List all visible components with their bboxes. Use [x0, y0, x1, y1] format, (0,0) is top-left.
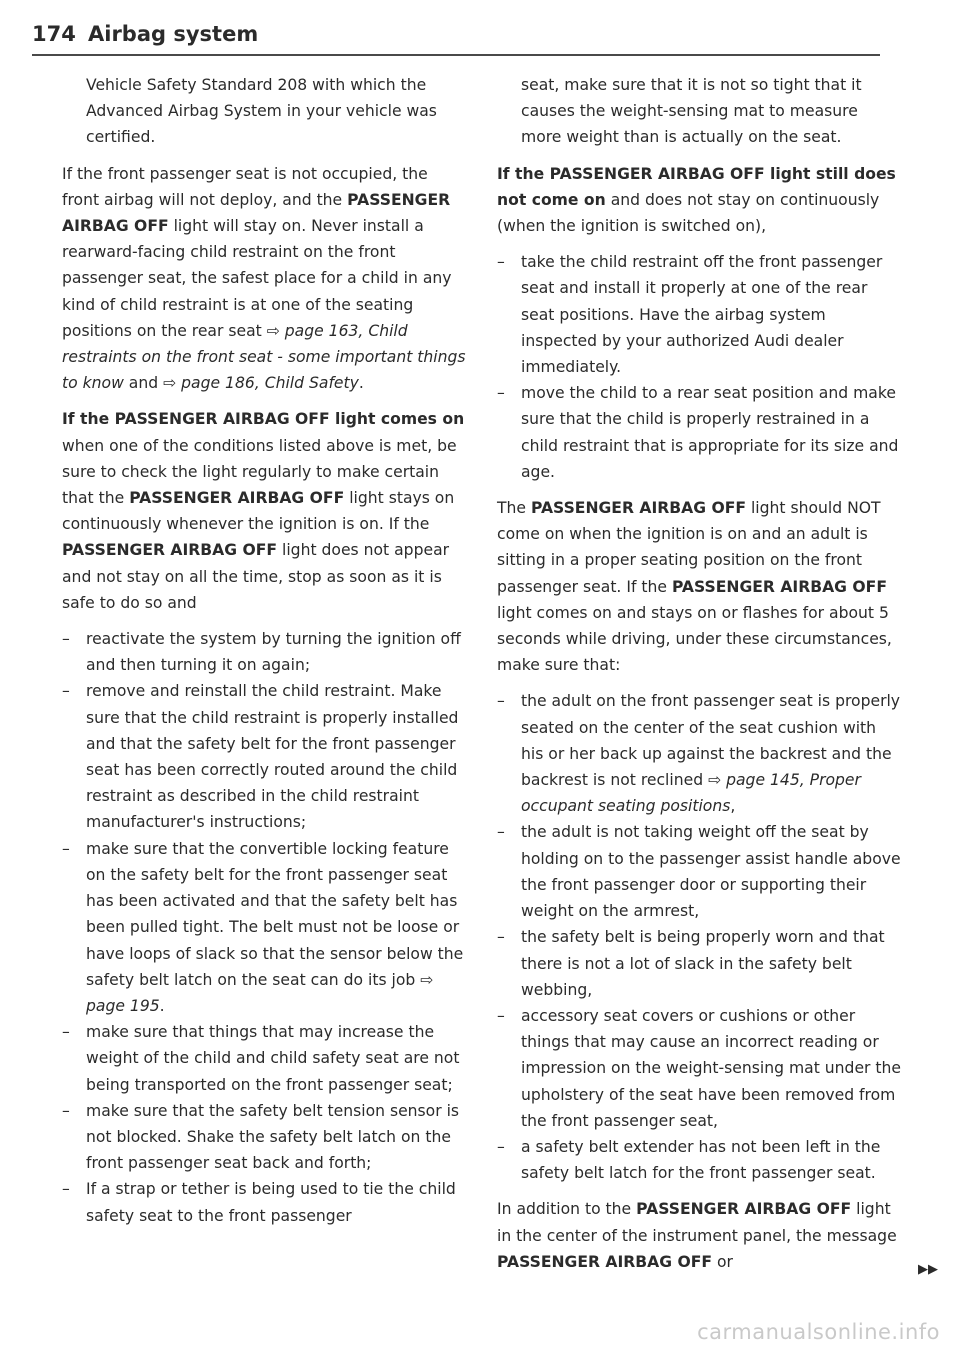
checklist: [497, 688, 902, 1186]
list-item: [62, 678, 467, 835]
list-item: [497, 1003, 902, 1134]
text: .: [159, 996, 165, 1015]
right-column: [497, 72, 902, 1285]
text: light should NOT come on when the ignition is on and an adult is sitting in a proper seating position on the front passenger seat. If the: [497, 499, 881, 596]
paragraph-instrument-panel: [497, 1196, 902, 1275]
paragraph-continuation: seat, make sure that it is not so tight that it causes the weight-sensing mat to measure more weight than is actually on the seat.: [521, 76, 862, 147]
text: If the front passenger seat is not occupied, the front airbag will not deploy, and the: [62, 164, 428, 209]
text: and does not stay on continuously (when the ignition is switched on),: [497, 190, 880, 236]
text: ,: [730, 797, 736, 816]
warning-light-name: PASSENGER AIRBAG OFF: [62, 541, 278, 560]
continue-arrow-icon: ▶▶: [918, 1262, 938, 1277]
paragraph-light-comes-on: [62, 406, 467, 616]
list-item-text: the safety belt is being properly worn and that there is not a lot of slack in the safety belt webbing,: [521, 928, 885, 999]
page-header: [32, 22, 880, 56]
text: The: [497, 499, 531, 518]
text: light comes on and stays on or flashes for about 5 seconds while driving, under these circumstances, make sure that:: [497, 603, 892, 675]
text: when one of the conditions listed above is met, be sure to check the light regularly to make certain that the: [62, 436, 457, 508]
text: or: [712, 1252, 733, 1271]
list-item: [497, 249, 902, 380]
dash-bullet: –: [497, 1006, 505, 1025]
left-column: [62, 72, 467, 1239]
dash-bullet: –: [497, 1137, 505, 1156]
text: .: [358, 374, 364, 393]
bold-heading: If the PASSENGER AIRBAG OFF light comes on: [62, 410, 465, 429]
list-item: [497, 1134, 902, 1186]
page-reference-link[interactable]: ⇨ page 195: [86, 970, 434, 1015]
list-item-text: make sure that the safety belt tension sensor is not blocked. Shake the safety belt latch on the front passenger seat back and forth;: [86, 1101, 460, 1173]
header-rule: [32, 54, 880, 56]
paragraph-front-seat-unoccupied: [62, 161, 467, 397]
warning-light-name: PASSENGER AIRBAG OFF: [671, 577, 887, 596]
list-item-text: accessory seat covers or cushions or other things that may cause an incorrect reading or impression on the weight-sensing mat under the upholstery of the seat have been removed from the front passenger seat,: [521, 1006, 902, 1130]
list-item: [497, 819, 902, 924]
text: light does not appear and not stay on all the time, stop as soon as it is safe to do so and: [62, 541, 450, 612]
dash-bullet: –: [497, 928, 505, 947]
warning-light-name: PASSENGER AIRBAG OFF: [62, 190, 451, 236]
bold-heading: If the PASSENGER AIRBAG OFF light still does not come on: [497, 164, 896, 209]
list-item: [62, 626, 467, 678]
warning-light-name: PASSENGER AIRBAG OFF: [636, 1200, 852, 1219]
page-number: 174: [32, 22, 76, 46]
dash-bullet: –: [62, 1023, 70, 1042]
instruction-list: [497, 249, 902, 485]
list-item-text: move the child to a rear seat position and make sure that the child is properly restrained in a child restraint that is appropriate for its size and age.: [521, 384, 899, 481]
list-item-text: the adult is not taking weight off the seat by holding on to the passenger assist handle above the front passenger door or supporting their weight on the armrest,: [521, 823, 901, 921]
text: In addition to the: [497, 1200, 637, 1219]
paragraph-continuation: Vehicle Safety Standard 208 with which the Advanced Airbag System in your vehicle was certified.: [86, 76, 437, 147]
text: and: [123, 374, 164, 393]
paragraph-light-still-off: [497, 161, 902, 240]
text: light in the center of the instrument panel, the message: [497, 1200, 897, 1245]
list-item: [62, 1098, 467, 1177]
list-item: [497, 924, 902, 1003]
list-item-text: remove and reinstall the child restraint. Make sure that the child restraint is properly installed and that the safety belt for the front passenger seat has been correctly routed around the child restraint as described in the child restraint manufacturer's instructions;: [86, 682, 459, 832]
list-item-text: the adult on the front passenger seat is properly seated on the center of the seat cushion with his or her back up against the backrest and the backrest is not reclined: [521, 692, 901, 790]
section-title: Airbag system: [88, 22, 259, 46]
dash-bullet: –: [497, 823, 505, 842]
list-item-text: make sure that things that may increase the weight of the child and child safety seat are not being transported on the front passenger seat;: [86, 1023, 460, 1094]
text: light stays on continuously whenever the ignition is on. If the: [62, 489, 455, 534]
list-item: [497, 688, 902, 819]
dash-bullet: –: [62, 839, 70, 858]
list-item-text: take the child restraint off the front passenger seat and install it properly at one of the rear seat positions. Have the airbag system inspected by your authorized Audi dealer immediately.: [521, 253, 883, 377]
page-reference-link[interactable]: ⇨ page 186, Child Safety: [163, 374, 359, 393]
warning-light-name: PASSENGER AIRBAG OFF: [129, 489, 345, 508]
list-item-text: reactivate the system by turning the ignition off and then turning it on again;: [86, 630, 461, 675]
list-item: [497, 380, 902, 485]
list-item: [62, 1176, 467, 1228]
warning-light-name: PASSENGER AIRBAG OFF: [530, 499, 747, 518]
list-item-text: If a strap or tether is being used to tie the child safety seat to the front passenger: [86, 1180, 456, 1225]
instruction-list: [62, 626, 467, 1229]
list-item: [62, 1019, 467, 1098]
dash-bullet: –: [497, 253, 505, 272]
text: light will stay on. Never install a rearward-facing child restraint on the front passenger seat, the safest place for a child in any kind of child restraint is at one of the seating positions on the rear seat: [62, 217, 452, 340]
list-item: [62, 836, 467, 1019]
dash-bullet: –: [497, 692, 505, 711]
page-reference-link[interactable]: ⇨ page 163, Child restraints on the front seat - some important things to know: [62, 321, 466, 393]
list-item-text: a safety belt extender has not been left in the safety belt latch for the front passenger seat.: [521, 1137, 881, 1183]
list-item-text: make sure that the convertible locking feature on the safety belt for the front passenger seat has been activated and that the safety belt has been pulled tight. The belt must not be loose or have loops of slack so that the sensor below the safety belt latch on the seat can do its job: [86, 839, 464, 989]
dash-bullet: –: [62, 682, 70, 701]
warning-light-name: PASSENGER AIRBAG OFF: [497, 1252, 713, 1271]
page-reference-link[interactable]: ⇨ page 145, Proper occupant seating positions: [521, 771, 861, 816]
watermark: carmanualsonline.info: [697, 1320, 940, 1344]
dash-bullet: –: [62, 630, 70, 649]
dash-bullet: –: [62, 1101, 70, 1120]
dash-bullet: –: [497, 384, 505, 403]
dash-bullet: –: [62, 1180, 70, 1199]
paragraph-adult-seated: [497, 495, 902, 678]
